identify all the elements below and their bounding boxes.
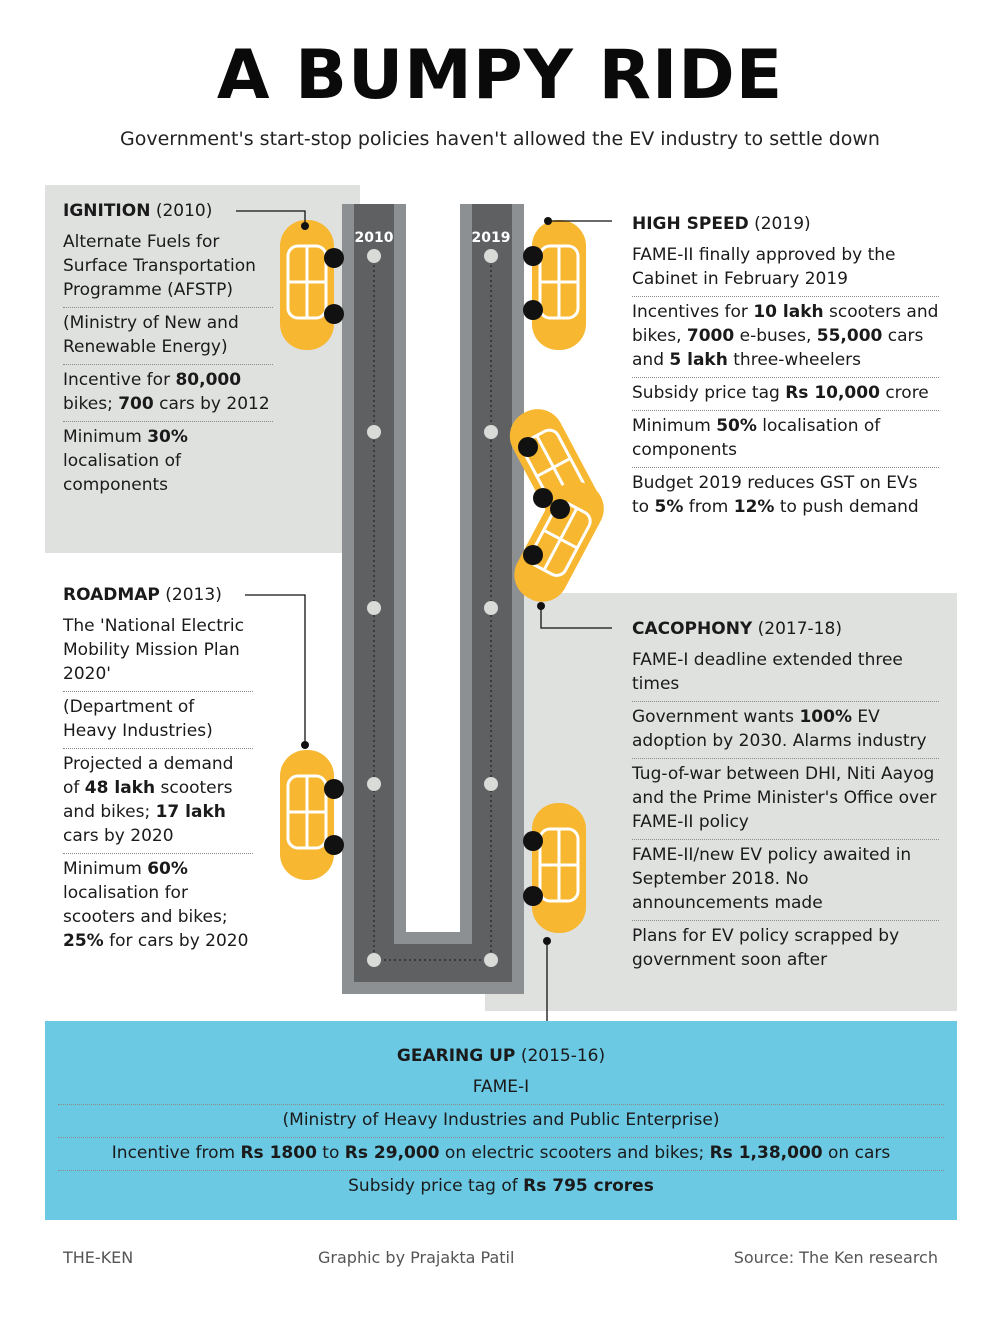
list-item: Subsidy price tag Rs 10,000 crore bbox=[632, 378, 939, 411]
cacophony-items bbox=[632, 645, 939, 977]
end-year-label: 2019 bbox=[471, 230, 511, 246]
start-year-label: 2010 bbox=[354, 230, 394, 246]
list-item: Minimum 60% localisation for scooters and bikes; 25% for cars by 2020 bbox=[63, 859, 249, 951]
road-dot bbox=[484, 777, 498, 791]
list-item: The 'National Electric Mobility Mission Plan 2020' bbox=[63, 611, 253, 692]
page-subtitle: Government's start-stop policies haven't allowed the EV industry to settle down bbox=[120, 128, 880, 150]
road-dot bbox=[367, 425, 381, 439]
road-dot bbox=[484, 953, 498, 967]
road-dot bbox=[484, 601, 498, 615]
section-cacophony bbox=[632, 617, 939, 977]
car-icon-ignition bbox=[280, 220, 344, 350]
list-item: Incentive from Rs 1800 to Rs 29,000 on electric scooters and bikes; Rs 1,38,000 on cars bbox=[58, 1138, 944, 1171]
road-dot bbox=[367, 601, 381, 615]
page-title: A BUMPY RIDE bbox=[216, 36, 784, 115]
section-heading: ROADMAP (2013) bbox=[63, 585, 222, 605]
list-item: Incentive for 80,000 bikes; 700 cars by 2012 bbox=[63, 365, 273, 422]
car-icon-roadmap bbox=[280, 750, 344, 880]
roadmap-items bbox=[63, 611, 253, 958]
list-item: (Ministry of Heavy Industries and Public Enterprise) bbox=[58, 1105, 944, 1138]
list-item: Incentives for 10 lakh scooters and bikes, 7000 e-buses, 55,000 cars and 5 lakh three-wheelers bbox=[632, 297, 939, 378]
road-dot bbox=[367, 777, 381, 791]
car-icon-gearing-up bbox=[523, 803, 586, 933]
section-heading: HIGH SPEED (2019) bbox=[632, 214, 811, 234]
footer-source: Source: The Ken research bbox=[733, 1248, 938, 1267]
high-speed-items bbox=[632, 240, 939, 524]
ignition-items bbox=[63, 227, 273, 502]
footer-brand: THE-KEN bbox=[63, 1248, 134, 1267]
section-heading: CACOPHONY (2017-18) bbox=[632, 619, 842, 639]
section-heading: IGNITION (2010) bbox=[63, 201, 213, 221]
road-dot bbox=[484, 425, 498, 439]
section-roadmap bbox=[63, 583, 253, 958]
list-item: Budget 2019 reduces GST on EVs to 5% from 12% to push demand bbox=[632, 473, 919, 517]
list-item: FAME-I deadline extended three times bbox=[632, 645, 939, 702]
list-item: Tug-of-war between DHI, Niti Aayog and the Prime Minister's Office over FAME-II policy bbox=[632, 759, 939, 840]
section-gearing-up bbox=[58, 1044, 944, 1203]
road-dot bbox=[367, 953, 381, 967]
list-item: Subsidy price tag of Rs 795 crores bbox=[348, 1176, 654, 1196]
list-item: Alternate Fuels for Surface Transportation Programme (AFSTP) bbox=[63, 227, 273, 308]
road-dot bbox=[484, 249, 498, 263]
list-item: FAME-I bbox=[58, 1072, 944, 1105]
list-item: (Department of Heavy Industries) bbox=[63, 692, 253, 749]
list-item: Government wants 100% EV adoption by 2030. Alarms industry bbox=[632, 702, 939, 759]
section-heading: GEARING UP (2015-16) bbox=[396, 1046, 606, 1066]
list-item: FAME-II/new EV policy awaited in September 2018. No announcements made bbox=[632, 840, 939, 921]
road-dot bbox=[367, 249, 381, 263]
list-item: Plans for EV policy scrapped by government soon after bbox=[632, 926, 900, 970]
list-item: Minimum 30% localisation of components bbox=[63, 427, 188, 495]
section-high-speed bbox=[632, 212, 939, 524]
list-item: (Ministry of New and Renewable Energy) bbox=[63, 308, 273, 365]
section-ignition bbox=[63, 199, 273, 502]
list-item: Projected a demand of 48 lakh scooters and bikes; 17 lakh cars by 2020 bbox=[63, 749, 253, 854]
list-item: Minimum 50% localisation of components bbox=[632, 411, 939, 468]
footer-credit: Graphic by Prajakta Patil bbox=[318, 1248, 515, 1267]
list-item: FAME-II finally approved by the Cabinet in February 2019 bbox=[632, 240, 939, 297]
gearing-up-items bbox=[58, 1072, 944, 1203]
car-icon-high-speed bbox=[523, 220, 586, 350]
